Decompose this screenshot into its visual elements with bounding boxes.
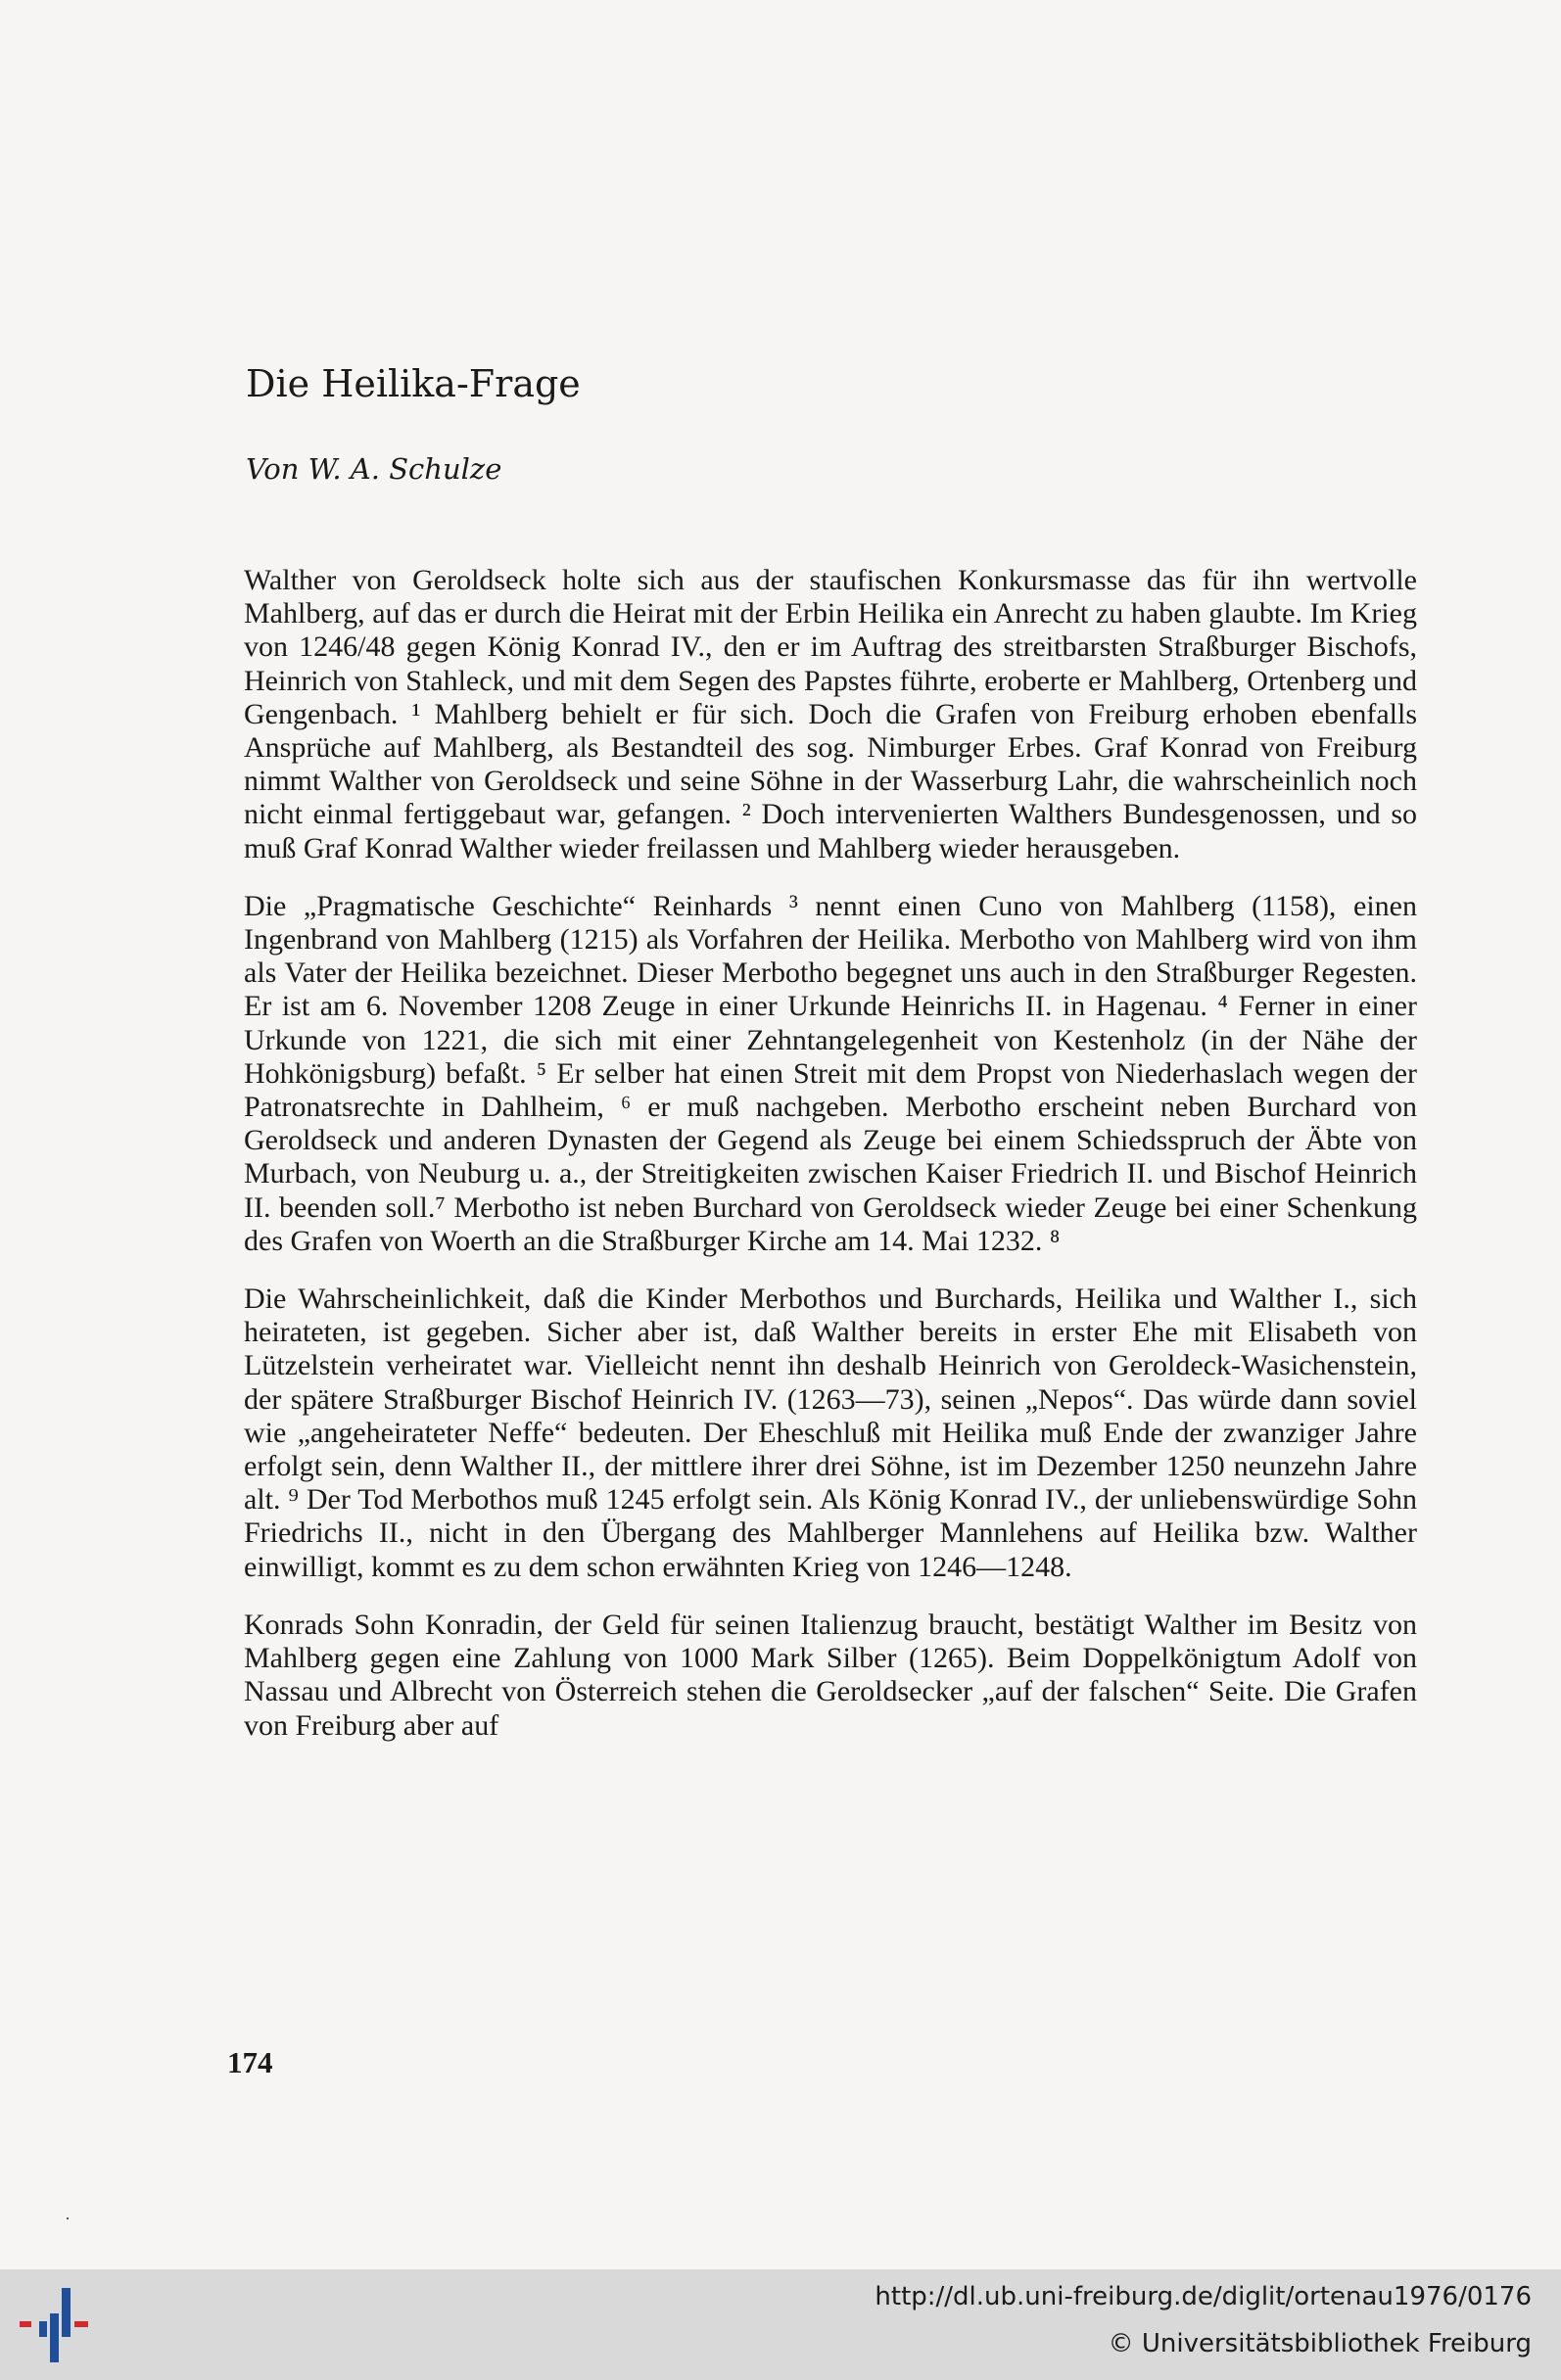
page-number: 174 [227,2045,273,2079]
article-title: Die Heilika-Frage [246,362,581,405]
article-body [244,564,1417,1767]
paragraph-3: Die Wahrscheinlichkeit, daß die Kinder Merbothos und Burchards, Heilika und Walther I., sich heirateten, ist gegeben. Sicher aber ist, daß Walther bereits in erster Ehe mit Elisabeth von Lützelstein verheiratet war. Vielleicht nennt ihn deshalb Heinrich von Geroldeck-Wasichenstein, der spätere Straßburger Bischof Heinrich IV. (1263—73), seinen „Nepos“. Das würde dann soviel wie „angeheirateter Neffe“ bedeuten. Der Eheschluß mit Heilika muß Ende der zwanziger Jahre erfolgt sein, denn Walther II., der mittlere ihrer drei Söhne, ist im Dezember 1250 neunzehn Jahre alt. ⁹ Der Tod Merbothos muß 1245 erfolgt sein. Als König Konrad IV., der unliebenswürdige Sohn Friedrichs II., nicht in den Übergang des Mahlberger Mannlehens auf Heilika bzw. Walther einwilligt, kommt es zu dem schon erwähnten Krieg von 1246—1248. [244,1283,1417,1583]
paragraph-1: Walther von Geroldseck holte sich aus der staufischen Konkursmasse das für ihn wertvolle Mahlberg, auf das er durch die Heirat mit der Erbin Heilika ein Anrecht zu haben glaubte. Im Krieg von 1246/48 gegen König Konrad IV., den er im Auftrag des streitbarsten Straßburger Bischofs, Heinrich von Stahleck, und mit dem Segen des Papstes führte, eroberte er Mahlberg, Ortenberg und Gengenbach. ¹ Mahlberg behielt er für sich. Doch die Grafen von Freiburg erhoben ebenfalls Ansprüche auf Mahlberg, als Bestandteil des sog. Nimburger Erbes. Graf Konrad von Freiburg nimmt Walther von Geroldseck und seine Söhne in der Wasserburg Lahr, die wahrscheinlich noch nicht einmal fertiggebaut war, gefangen. ² Doch intervenierten Walthers Bundesgenossen, und so muß Graf Konrad Walther wieder freilassen und Mahlberg wieder herausgeben. [244,564,1417,864]
copyright-notice: © Universitätsbibliothek Freiburg [1108,2329,1532,2358]
paragraph-4: Konrads Sohn Konradin, der Geld für seinen Italienzug braucht, bestätigt Walther im Besitz von Mahlberg gegen eine Zahlung von 1000 Mark Silber (1265). Beim Doppelkönigtum Adolf von Nassau und Albrecht von Österreich stehen die Geroldsecker „auf der falschen“ Seite. Die Grafen von Freiburg aber auf [244,1608,1417,1742]
scan-speck [67,2217,69,2219]
permalink-url[interactable]: http://dl.ub.uni-freiburg.de/diglit/ortenau1976/0176 [875,2282,1532,2311]
paragraph-2: Die „Pragmatische Geschichte“ Reinhards ³ nennt einen Cuno von Mahlberg (1158), einen Ingenbrand von Mahlberg (1215) als Vorfahren der Heilika. Merbotho von Mahlberg wird von ihm als Vater der Heilika bezeichnet. Dieser Merbotho begegnet uns auch in den Straßburger Regesten. Er ist am 6. November 1208 Zeuge in einer Urkunde Heinrichs II. in Hagenau. ⁴ Ferner in einer Urkunde von 1221, die sich mit einer Zehntangelegenheit von Kestenholz (in der Nähe der Hohkönigsburg) befaßt. ⁵ Er selber hat einen Streit mit dem Propst von Niederhaslach wegen der Patronatsrechte in Dahlheim, ⁶ er muß nachgeben. Merbotho erscheint neben Burchard von Geroldseck und anderen Dynasten der Gegend als Zeuge bei einem Schiedsspruch der Äbte von Murbach, von Neuburg u. a., der Streitigkeiten zwischen Kaiser Friedrich II. und Bischof Heinrich II. beenden soll.⁷ Merbotho ist neben Burchard von Geroldseck wieder Zeuge bei einer Schenkung des Grafen von Woerth an die Straßburger Kirche am 14. Mai 1232. ⁸ [244,889,1417,1257]
ub-freiburg-logo-icon[interactable] [18,2284,98,2364]
article-author: Von W. A. Schulze [246,452,502,486]
